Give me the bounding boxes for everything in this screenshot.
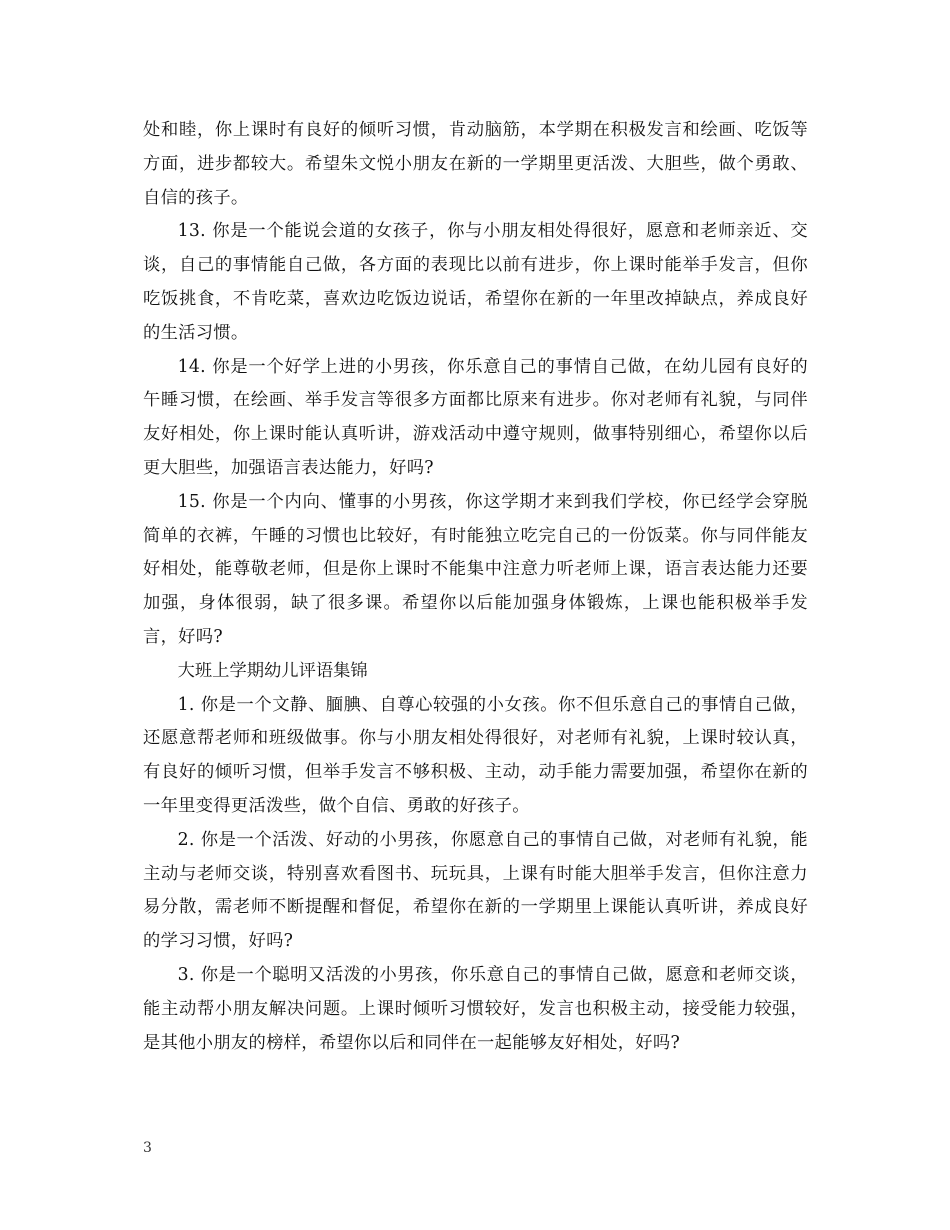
paragraph-continuation: 处和睦，你上课时有良好的倾听习惯，肯动脑筋，本学期在积极发言和绘画、吃饭等方面，进步都较大。希望朱文悦小朋友在新的一学期里更活泼、大胆些，做个勇敢、自信的孩子。 <box>143 120 808 208</box>
paragraph-item-14: 14. 你是一个好学上进的小男孩，你乐意自己的事情自己做，在幼儿园有良好的午睡习惯，在绘画、举手发言等很多方面都比原来有进步。你对老师有礼貌，与同伴友好相处，你上课时能认真听讲，游戏活动中遵守规则，做事特别细心，希望你以后更大胆些，加强语言表达能力，好吗? <box>143 356 808 478</box>
paragraph-item-2: 2. 你是一个活泼、好动的小男孩，你愿意自己的事情自己做，对老师有礼貌，能主动与老师交谈，特别喜欢看图书、玩玩具，上课有时能大胆举手发言，但你注意力易分散，需老师不断提醒和督促，希望你在新的一学期里上课能认真听讲，养成良好的学习习惯，好吗? <box>143 829 808 952</box>
paragraph-item-1: 1. 你是一个文静、腼腆、自尊心较强的小女孩。你不但乐意自己的事情自己做，还愿意帮老师和班级做事。你与小朋友相处得很好，对老师有礼貌，上课时较认真，有良好的倾听习惯，但举手发言不够积极、主动，动手能力需要加强，希望你在新的一年里变得更活泼些，做个自信、勇敢的好孩子。 <box>143 694 808 816</box>
paragraph-item-13: 13. 你是一个能说会道的女孩子，你与小朋友相处得很好，愿意和老师亲近、交谈，自己的事情能自己做，各方面的表现比以前有进步，你上课时能举手发言，但你吃饭挑食，不肯吃菜，喜欢边吃饭边说话，希望你在新的一年里改掉缺点，养成良好的生活习惯。 <box>143 221 808 343</box>
page-number: 3 <box>143 1140 152 1156</box>
paragraph-item-15: 15. 你是一个内向、懂事的小男孩，你这学期才来到我们学校，你已经学会穿脱简单的衣裤，午睡的习惯也比较好，有时能独立吃完自己的一份饭菜。你与同伴能友好相处，能尊敬老师，但是你上课时不能集中注意力听老师上课，语言表达能力还要加强，身体很弱，缺了很多课。希望你以后能加强身体锻炼，上课也能积极举手发言，好吗? <box>143 491 808 647</box>
paragraph-item-3: 3. 你是一个聪明又活泼的小男孩，你乐意自己的事情自己做，愿意和老师交谈，能主动帮小朋友解决问题。上课时倾听习惯较好，发言也积极主动，接受能力较强，是其他小朋友的榜样，希望你以后和同伴在一起能够友好相处，好吗? <box>143 964 808 1053</box>
section-heading: 大班上学期幼儿评语集锦 <box>177 660 368 681</box>
